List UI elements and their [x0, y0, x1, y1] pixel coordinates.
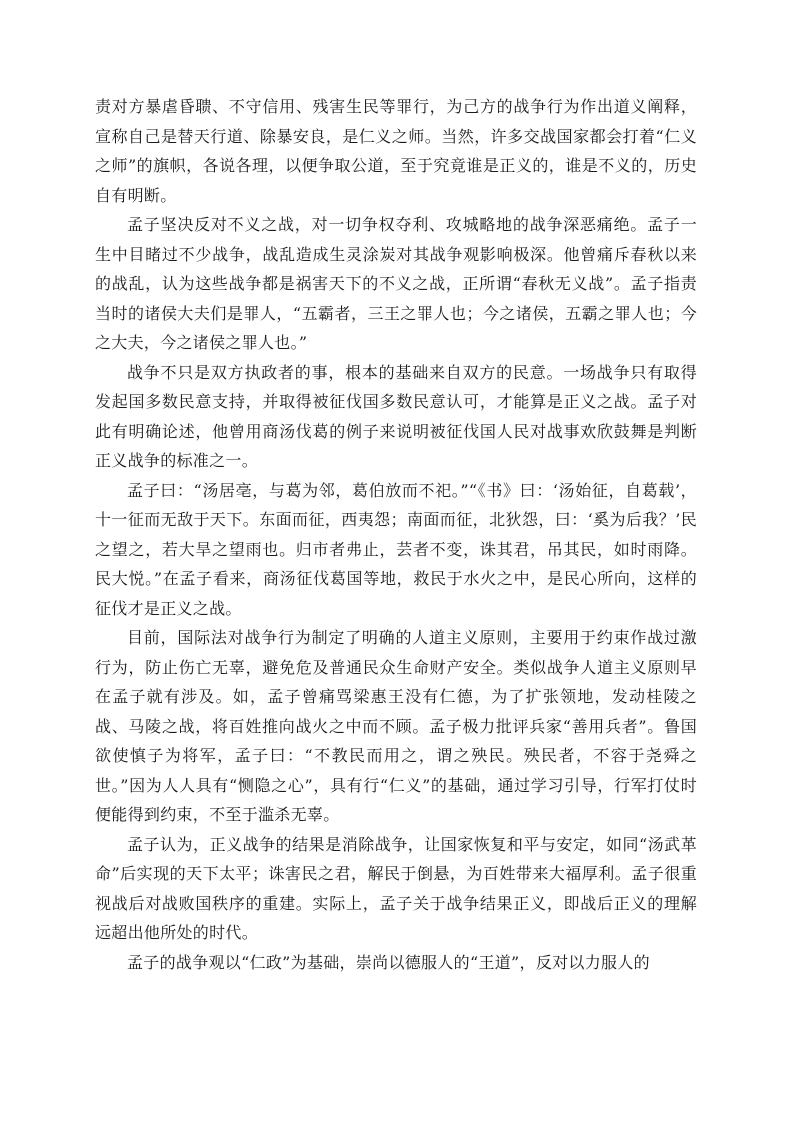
- paragraph-humanitarian: 目前，国际法对战争行为制定了明确的人道主义原则，主要用于约束作战过激行为，防止伤亡无辜，避免危及普通民众生命财产安全。类似战争人道主义原则早在孟子就有涉及。如，孟子曾痛骂梁惠王没有仁德，为了扩张领地，发动桂陵之战、马陵之战，将百姓推向战火之中而不顾。孟子极力批评兵家“善用兵者”。鲁国欲使慎子为将军，孟子曰：“不教民而用之，谓之殃民。殃民者，不容于尧舜之世。”因为人人具有“恻隐之心”，具有行“仁义”的基础，通过学习引导，行军打仗时便能得到约束，不至于滥杀无辜。: [95, 628, 697, 824]
- paragraph-continuation: 责对方暴虐昏聩、不守信用、残害生民等罪行，为己方的战争行为作出道义阐释，宣称自己是替天行道、除暴安良，是仁义之师。当然，许多交战国家都会打着“仁义之师”的旗帜，各说各理，以便争取公道，至于究竟谁是正义的，谁是不义的，历史自有明断。: [95, 97, 697, 205]
- paragraph-unjust-war: 孟子坚决反对不义之战，对一切争权夺利、攻城略地的战争深恶痛绝。孟子一生中目睹过不少战争，战乱造成生灵涂炭对其战争观影响极深。他曾痛斥春秋以来的战乱，认为这些战争都是祸害天下的不义之战，正所谓“春秋无义战”。孟子指责当时的诸侯大夫们是罪人，“五霸者，三王之罪人也；今之诸侯，五霸之罪人也；今之大夫，今之诸侯之罪人也。”: [95, 215, 697, 352]
- paragraph-public-will: 战争不只是双方执政者的事，根本的基础来自双方的民意。一场战争只有取得发起国多数民意支持，并取得被征伐国多数民意认可，才能算是正义之战。孟子对此有明确论述，他曾用商汤伐葛的例子来说明被征伐国人民对战事欢欣鼓舞是判断正义战争的标准之一。: [95, 362, 697, 470]
- paragraph-benevolent-rule: 孟子的战争观以“仁政”为基础，崇尚以德服人的“王道”，反对以力服人的: [127, 952, 650, 972]
- paragraph-war-outcome: 孟子认为，正义战争的结果是消除战争，让国家恢复和平与安定，如同“汤武革命”后实现的天下太平；诛害民之君，解民于倒悬，为百姓带来大福厚利。孟子很重视战后对战败国秩序的重建。实际上，孟子关于战争结果正义，即战后正义的理解远超出他所处的时代。: [95, 834, 697, 942]
- document-body: [95, 92, 697, 977]
- paragraph-tang-quote: 孟子曰：“汤居亳，与葛为邻，葛伯放而不祀。”“《书》曰：‘汤始征，自葛载’，十一征而无敌于天下。东面而征，西夷怨；南面而征，北狄怨，曰：‘奚为后我？’民之望之，若大旱之望雨也。归市者弗止，芸者不变，诛其君，吊其民，如时雨降。民大悦。”在孟子看来，商汤征伐葛国等地，救民于水火之中，是民心所向，这样的征伐才是正义之战。: [95, 480, 697, 618]
